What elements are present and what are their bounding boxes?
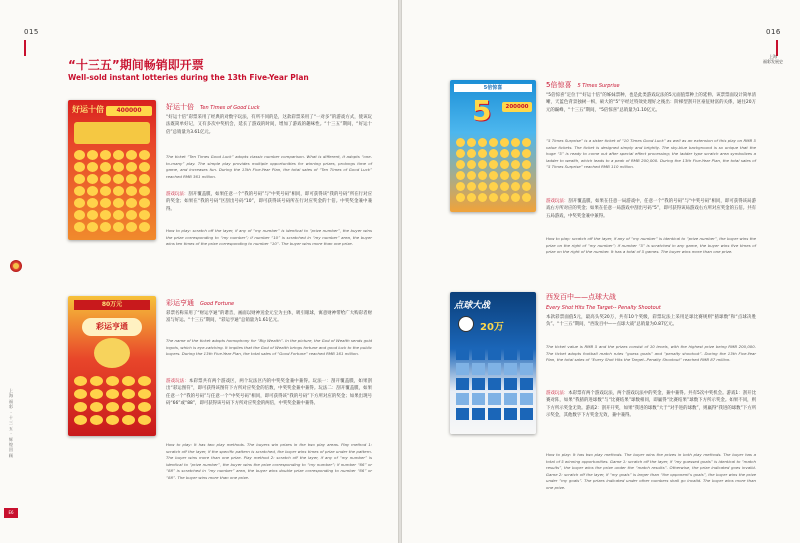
left-page (0, 0, 398, 543)
section-body-cn: “5倍惊喜”定位于“好运十倍”的姊妹票种，也是此类游戏玩法的5元面值票种上的延伸。该票票面设计简单清晰，天蓝色背景独树一帜，硕大的“5”字经过特效处理好之後出：阶梯型刮开区豪征财富的关係，通往20万元的巅峰，“十三五”期间，“5倍惊喜”总销量为1.10亿元。 (546, 93, 756, 113)
ornament-icon (10, 260, 22, 272)
section-play-cn: 游戏玩法：刮开覆盖膜，如果任意一个“我的号码”与“中奖号码”相同，即可获得该“我的号码”所在行对应的奖金；如果在“我的号码”区刮出号码“10”，即可获得该号码所在行对应奖金的十倍。中奖奖金兼中兼得。 (166, 192, 372, 212)
ticket-prize: 400000 (106, 106, 152, 116)
section-body-en: The ticket value is RMB 5 and the prizes consist of 10 levels, with the highest prize being RMB 200,000. The ticket adopts football match rules “guess goals” and “penalty shootout”. During the 13th Five-Year Plan, the total sales of “Every Shot Hits the Target--Penalty Shootout” reached RMB 87 million. (546, 344, 756, 363)
page-heading-en: Well-sold instant lotteries during the 13th Five-Year Plan (68, 73, 309, 82)
section-play-en: How to play: scratch off the layer, if any of “my number” is identical to “prize number”, the buyer wins the prize corresponding to “my number”; if number “10” is scratched in “my number” area, the buyer wins ten times of the prize corresponding to number “10”. The buyer wins more than one prize. (166, 228, 372, 247)
section-play-cn: 游戏玩法：刮开覆盖膜，如果在任意一局游戏中，任意一个“我的号码”与“中奖号码”相同，即可获得该局游戏右方所对应的奖金；如果在任意一局游戏中刮出号码“5”，即可获得该局游戏右方所对应奖金的五倍。共有五局游戏，中奖奖金兼中兼得。 (546, 199, 756, 219)
section-subtitle-penalty-shootout: Every Shot Hits The Target-- Penalty Shootout (546, 305, 661, 311)
page-heading-cn: “十三五”期间畅销即开票 (68, 58, 204, 72)
section-play-cn: 游戏玩法：本彩票共有两个游戏区，两个玩法区内的中奖奖金兼中兼得。玩法一：刮开覆盖膜，如果刮出“彩运图符”，即可获得该图符下方所对应奖金的倍数，中奖奖金兼中兼得。玩法二：刮开覆盖膜，如果任意一个“我的号码”与任意一个“中奖号码”相同，即可获得该“我的号码”下方所对应的奖金；如果出现号码“66”或“88”，即可获得该号码下方所对应奖金的两倍，中奖奖金兼中兼得。 (166, 379, 372, 407)
big-five-glyph: 5 (472, 94, 492, 127)
section-title-5-times: 5倍惊喜 5 Times Surprise (546, 81, 620, 89)
page-number-left: 015 (24, 28, 39, 36)
side-mark-code: E6 (4, 508, 18, 518)
section-title-ten-times: 好运十倍 Ten Times of Good Luck (166, 103, 260, 111)
section-body-cn: “好运十倍”彩票采用了经典的对数字玩法，有所不同的是，这款彩票采用了“一对多”的游戏方式，使该玩法既简单好记，又有多次中奖机会，延长了游戏的时间，增加了游戏的趣味性。“十三五”期间，“好运十倍”总销量为3.61亿元。 (166, 115, 372, 135)
ticket-title: 彩运亨通 (82, 318, 142, 336)
section-play-en: How to play: scratch off the layer, if any of “my number” is identical to “prize number”, the buyer wins the prize on the right of “my number”; if number “5” is scratched in any game, the buyer wins five times of prize on the right of the number. It has a total of 5 games. The buyer wins more than one prize. (546, 236, 756, 255)
header-logo: 上海 福彩发展史 (763, 54, 783, 64)
section-body-en: The ticket “Ten Times Good Luck” adopts classic number comparison. What is different, it adopts “one-to-many” play. The simple play provides multiple opportunities for winning prizes, prolongs time of game, and increases fun. During the 13th Five-Year Plan, the total sales of “Ten Times of Good Luck” reached RMB 361 million. (166, 154, 372, 179)
page-number-right: 016 (766, 28, 781, 36)
side-mark: 上 海 福 彩 · 十 三 五 · 辉 煌 回 顾 (8, 388, 14, 458)
page-marker-bar (24, 40, 26, 56)
section-title-good-fortune: 彩运亨通 Good Fortune (166, 299, 235, 307)
right-page (402, 0, 800, 543)
scratch-area (74, 150, 150, 232)
section-title-penalty-shootout: 西发百中——点球大战 (546, 293, 616, 301)
ticket-prize: 20万 (480, 322, 504, 333)
ticket-image-5-times (450, 80, 536, 212)
section-body-en: The name of the ticket adopts homophony for “Big Wealth”. In the picture, the God of Wealth sends gold ingots, which is eye-catching. It implies that the God of Wealth brings fortune and good luck to the public buyers. During the 13th Five-Year Plan, the total sales of “Good Fortune” reached RMB 161 million. (166, 338, 372, 357)
ticket-title: 好运十倍 (72, 105, 104, 114)
section-body-en: “5 Times Surprise” is a sister ticket of “10 Times Good Luck” as well as an extension of this play on RMB 5 value tickets. The ticket is designed simply and brightly. The sky-blue background is so unique that the huge “5” is ready to come out after special effect processing; the ladder type scratch area symbolizes a ladder to wealth, which leads to a peak of RMB 200,000. During the 13th Five-Year Plan, the total sales of “5 Times Surprise” reached RMB 110 million. (546, 138, 756, 170)
scratch-area (456, 348, 533, 420)
ticket-image-penalty-shootout (450, 292, 536, 434)
ticket-prize: 80万元 (74, 300, 150, 310)
ticket-image-good-fortune (68, 296, 156, 436)
section-body-cn: 彩票名称采用了“财运亨通”的谐音，画面以财神送金元宝为主体，吸引眼球，寓意财神带给广大购彩者财富与好运。“十三五”期间，“彩运亨通”总销量为1.61亿元。 (166, 311, 372, 324)
ticket-prize: 200000 (502, 102, 532, 112)
section-body-cn: 本款彩票面值5元，最高头奖20万，共有10个奖级，彩票玩法上采用足球比赛规则“猜球数”和“点球决胜负”。“十三五”期间，“西发百中——点球大战”总销量为0.87亿元。 (546, 315, 756, 328)
scratch-area (456, 138, 531, 202)
scratch-area (74, 376, 151, 425)
ticket-title: 5倍惊喜 (454, 84, 532, 92)
section-play-en: How to play: It has two play methods. The buyers win prizes in the two play areas. Play method 1: scratch off the layer, if the specific pattern is scratched, the buyer wins times of prize under the pattern. The buyer wins more than one prize. Play method 2: scratch off the layer, if any of “my number” is identical to “prize number”, the buyer wins the prize corresponding to “my number”; if number “66” or “88” is scratched in “my number” area, the buyer wins double prize corresponding to number “66” or “88”. The buyer wins more than one prize. (166, 442, 372, 480)
section-play-en: How to play: It has two play methods. The buyer wins the prizes in both play methods. The buyer has a total of 5 winning opportunities. Game 1: scratch off the layer, if “my guessed goals” is identical to “match results”, the buyer wins the prize under the “match results”. Otherwise, the prize indicated goes invalid. Game 2: scratch off the layer, if “my goals” is larger than “the opponent’s goals”, the buyer wins the prize under “my goals”. The prizes indicated under other numbers shall go invalid. The buyer wins more than one prize. (546, 452, 756, 490)
ticket-title: 点球大战 (454, 301, 491, 311)
football-icon (458, 316, 474, 332)
section-play-cn: 游戏玩法：本彩票有两个游戏玩法，两个游戏玩法中的奖金，兼中兼得。共有5次中奖机会。游戏1：刮开比赛对阵，如果“我猜的进球数”与“比赛结果”球数相同，即赢得“比赛结果”球数下方所示奖金。如果不同，则下方所示奖金无效。游戏2：刮开开奖，如果“我进的球数”大于“对手进的球数”，则赢得“我进的球数”下方所示奖金，其他数字下方奖金无效，兼中兼得。 (546, 391, 756, 419)
ticket-image-ten-times (68, 100, 156, 240)
